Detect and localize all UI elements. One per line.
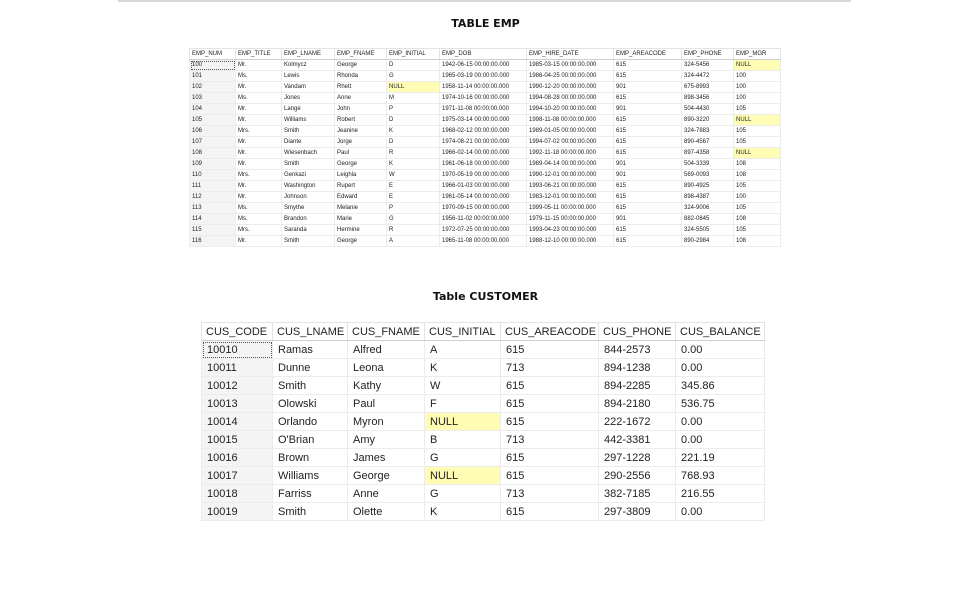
emp-cell-emp-mgr[interactable]: 100 (734, 192, 781, 203)
customer-cell-cus-balance[interactable]: 221.19 (676, 449, 765, 467)
emp-cell-emp-hire-date[interactable]: 1993-06-21 00:00:00.000 (527, 181, 614, 192)
emp-cell-emp-initial[interactable]: E (387, 192, 440, 203)
emp-table-row[interactable] (190, 71, 781, 82)
emp-cell-emp-lname[interactable]: Vandam (282, 82, 335, 93)
emp-cell-emp-phone[interactable]: 324-4472 (682, 71, 734, 82)
customer-cell-cus-areacode[interactable]: 713 (501, 431, 599, 449)
customer-column-header-cus-lname[interactable]: CUS_LNAME (273, 323, 348, 341)
emp-cell-emp-dob[interactable]: 1974-10-16 00:00:00.000 (440, 93, 527, 104)
emp-cell-emp-hire-date[interactable]: 1994-08-28 00:00:00.000 (527, 93, 614, 104)
emp-cell-emp-fname[interactable]: John (335, 104, 387, 115)
customer-cell-cus-balance[interactable]: 0.00 (676, 359, 765, 377)
emp-cell-emp-phone[interactable]: 890-2984 (682, 236, 734, 247)
emp-column-header-emp-num[interactable]: EMP_NUM (190, 49, 236, 60)
emp-cell-emp-hire-date[interactable]: 1979-11-15 00:00:00.000 (527, 214, 614, 225)
customer-cell-cus-lname[interactable]: O'Brian (273, 431, 348, 449)
emp-table-row[interactable] (190, 115, 781, 126)
emp-column-header-emp-title[interactable]: EMP_TITLE (236, 49, 282, 60)
emp-cell-emp-title[interactable]: Ms. (236, 214, 282, 225)
emp-cell-emp-dob[interactable]: 1961-05-14 00:00:00.000 (440, 192, 527, 203)
emp-cell-emp-num[interactable]: 106 (190, 126, 236, 137)
emp-cell-emp-phone[interactable]: 882-0845 (682, 214, 734, 225)
emp-cell-emp-initial[interactable]: D (387, 60, 440, 71)
customer-cell-cus-fname[interactable]: Myron (348, 413, 425, 431)
customer-column-header-cus-code[interactable]: CUS_CODE (202, 323, 273, 341)
emp-table-row[interactable] (190, 181, 781, 192)
emp-table-row[interactable] (190, 93, 781, 104)
customer-cell-cus-code[interactable]: 10016 (202, 449, 273, 467)
emp-cell-emp-lname[interactable]: Smith (282, 236, 335, 247)
emp-cell-emp-dob[interactable]: 1942-06-15 00:00:00.000 (440, 60, 527, 71)
emp-cell-emp-areacode[interactable]: 615 (614, 148, 682, 159)
emp-cell-emp-dob[interactable]: 1961-06-18 00:00:00.000 (440, 159, 527, 170)
emp-cell-emp-fname[interactable]: Marie (335, 214, 387, 225)
emp-table-row[interactable] (190, 170, 781, 181)
emp-cell-emp-initial[interactable]: P (387, 203, 440, 214)
emp-cell-emp-title[interactable]: Mrs. (236, 126, 282, 137)
emp-cell-emp-fname[interactable]: Hermine (335, 225, 387, 236)
customer-cell-cus-phone[interactable]: 297-1228 (599, 449, 676, 467)
emp-cell-emp-title[interactable]: Ms. (236, 71, 282, 82)
emp-cell-emp-initial[interactable]: D (387, 115, 440, 126)
customer-cell-cus-code[interactable]: 10010 (202, 341, 273, 359)
emp-cell-emp-hire-date[interactable]: 1992-11-18 00:00:00.000 (527, 148, 614, 159)
customer-cell-cus-initial[interactable]: W (425, 377, 501, 395)
customer-column-header-cus-initial[interactable]: CUS_INITIAL (425, 323, 501, 341)
customer-table-row[interactable] (202, 467, 765, 485)
customer-cell-cus-balance[interactable]: 536.75 (676, 395, 765, 413)
customer-cell-cus-areacode[interactable]: 615 (501, 413, 599, 431)
customer-cell-cus-fname[interactable]: Paul (348, 395, 425, 413)
emp-cell-emp-lname[interactable]: Smith (282, 126, 335, 137)
emp-cell-emp-num[interactable]: 105 (190, 115, 236, 126)
emp-cell-emp-initial[interactable]: G (387, 71, 440, 82)
emp-cell-emp-areacode[interactable]: 615 (614, 203, 682, 214)
emp-cell-emp-num[interactable]: 102 (190, 82, 236, 93)
emp-cell-emp-dob[interactable]: 1975-03-14 00:00:00.000 (440, 115, 527, 126)
emp-cell-emp-title[interactable]: Mr. (236, 60, 282, 71)
emp-cell-emp-phone[interactable]: 897-4358 (682, 148, 734, 159)
customer-cell-cus-phone[interactable]: 894-1238 (599, 359, 676, 377)
emp-cell-emp-title[interactable]: Mr. (236, 115, 282, 126)
emp-cell-emp-dob[interactable]: 1970-09-15 00:00:00.000 (440, 203, 527, 214)
customer-cell-cus-phone[interactable]: 297-3809 (599, 503, 676, 521)
emp-cell-emp-fname[interactable]: Paul (335, 148, 387, 159)
emp-cell-emp-num[interactable]: 103 (190, 93, 236, 104)
emp-cell-emp-title[interactable]: Mr. (236, 159, 282, 170)
emp-cell-emp-fname[interactable]: George (335, 236, 387, 247)
emp-cell-emp-areacode[interactable]: 615 (614, 93, 682, 104)
emp-cell-emp-fname[interactable]: Rhett (335, 82, 387, 93)
customer-cell-cus-code[interactable]: 10015 (202, 431, 273, 449)
customer-table-row[interactable] (202, 395, 765, 413)
customer-table-row[interactable] (202, 449, 765, 467)
customer-cell-cus-areacode[interactable]: 615 (501, 503, 599, 521)
emp-cell-emp-hire-date[interactable]: 1990-12-01 00:00:00.000 (527, 170, 614, 181)
emp-cell-emp-title[interactable]: Mr. (236, 104, 282, 115)
customer-table-row[interactable] (202, 413, 765, 431)
customer-cell-cus-balance[interactable]: 0.00 (676, 413, 765, 431)
customer-column-header-cus-areacode[interactable]: CUS_AREACODE (501, 323, 599, 341)
emp-cell-emp-title[interactable]: Mr. (236, 236, 282, 247)
emp-cell-emp-mgr[interactable]: 105 (734, 225, 781, 236)
top-divider (118, 0, 851, 2)
emp-cell-emp-title[interactable]: Mr. (236, 82, 282, 93)
emp-cell-emp-mgr[interactable]: NULL (734, 115, 781, 126)
emp-cell-emp-fname[interactable]: Rhonda (335, 71, 387, 82)
emp-cell-emp-initial[interactable]: G (387, 214, 440, 225)
emp-cell-emp-fname[interactable]: Edward (335, 192, 387, 203)
emp-cell-emp-mgr[interactable]: 108 (734, 170, 781, 181)
customer-cell-cus-code[interactable]: 10018 (202, 485, 273, 503)
emp-cell-emp-lname[interactable]: Williams (282, 115, 335, 126)
emp-cell-emp-initial[interactable]: K (387, 159, 440, 170)
emp-cell-emp-hire-date[interactable]: 1990-12-20 00:00:00.000 (527, 82, 614, 93)
emp-cell-emp-lname[interactable]: Lange (282, 104, 335, 115)
customer-header-row (202, 323, 765, 341)
emp-cell-emp-initial[interactable]: M (387, 93, 440, 104)
emp-column-header-emp-areacode[interactable]: EMP_AREACODE (614, 49, 682, 60)
customer-cell-cus-phone[interactable]: 894-2180 (599, 395, 676, 413)
emp-cell-emp-dob[interactable]: 1958-11-14 00:00:00.000 (440, 82, 527, 93)
emp-cell-emp-phone[interactable]: 898-3456 (682, 93, 734, 104)
emp-cell-emp-hire-date[interactable]: 1993-04-23 00:00:00.000 (527, 225, 614, 236)
emp-cell-emp-hire-date[interactable]: 1998-11-08 00:00:00.000 (527, 115, 614, 126)
customer-cell-cus-lname[interactable]: Olowski (273, 395, 348, 413)
emp-cell-emp-initial[interactable]: K (387, 126, 440, 137)
emp-cell-emp-fname[interactable]: Robert (335, 115, 387, 126)
emp-cell-emp-mgr[interactable]: 100 (734, 82, 781, 93)
customer-cell-cus-lname[interactable]: Smith (273, 377, 348, 395)
emp-table-row[interactable] (190, 236, 781, 247)
emp-table-row[interactable] (190, 192, 781, 203)
emp-cell-emp-lname[interactable]: Washington (282, 181, 335, 192)
customer-cell-cus-initial[interactable]: B (425, 431, 501, 449)
emp-cell-emp-mgr[interactable]: 108 (734, 236, 781, 247)
emp-cell-emp-hire-date[interactable]: 1989-01-05 00:00:00.000 (527, 126, 614, 137)
customer-cell-cus-code[interactable]: 10014 (202, 413, 273, 431)
emp-table-row[interactable] (190, 82, 781, 93)
customer-cell-cus-code[interactable]: 10013 (202, 395, 273, 413)
emp-cell-emp-title[interactable]: Mr. (236, 137, 282, 148)
customer-cell-cus-fname[interactable]: Leona (348, 359, 425, 377)
customer-cell-cus-lname[interactable]: Farriss (273, 485, 348, 503)
emp-cell-emp-areacode[interactable]: 901 (614, 159, 682, 170)
customer-cell-cus-lname[interactable]: Dunne (273, 359, 348, 377)
emp-cell-emp-areacode[interactable]: 615 (614, 181, 682, 192)
customer-cell-cus-areacode[interactable]: 713 (501, 485, 599, 503)
customer-cell-cus-lname[interactable]: Ramas (273, 341, 348, 359)
emp-cell-emp-phone[interactable]: 504-4430 (682, 104, 734, 115)
emp-table-row[interactable] (190, 148, 781, 159)
emp-cell-emp-areacode[interactable]: 615 (614, 225, 682, 236)
emp-cell-emp-num[interactable]: 112 (190, 192, 236, 203)
emp-cell-emp-areacode[interactable]: 901 (614, 104, 682, 115)
emp-cell-emp-dob[interactable]: 1971-11-08 00:00:00.000 (440, 104, 527, 115)
emp-cell-emp-areacode[interactable]: 615 (614, 60, 682, 71)
emp-cell-emp-dob[interactable]: 1965-11-08 00:00:00.000 (440, 236, 527, 247)
emp-column-header-emp-fname[interactable]: EMP_FNAME (335, 49, 387, 60)
emp-cell-emp-dob[interactable]: 1968-02-12 00:00:00.000 (440, 126, 527, 137)
emp-cell-emp-num[interactable]: 101 (190, 71, 236, 82)
emp-cell-emp-fname[interactable]: Jorge (335, 137, 387, 148)
emp-cell-emp-lname[interactable]: Smith (282, 159, 335, 170)
customer-cell-cus-initial[interactable]: K (425, 503, 501, 521)
emp-cell-emp-dob[interactable]: 1972-07-25 00:00:00.000 (440, 225, 527, 236)
customer-column-header-cus-fname[interactable]: CUS_FNAME (348, 323, 425, 341)
customer-cell-cus-phone[interactable]: 844-2573 (599, 341, 676, 359)
emp-column-header-emp-hire-date[interactable]: EMP_HIRE_DATE (527, 49, 614, 60)
emp-cell-emp-fname[interactable]: Rupert (335, 181, 387, 192)
emp-column-header-emp-lname[interactable]: EMP_LNAME (282, 49, 335, 60)
customer-cell-cus-lname[interactable]: Williams (273, 467, 348, 485)
emp-cell-emp-num[interactable]: 109 (190, 159, 236, 170)
emp-cell-emp-dob[interactable]: 1966-01-03 00:00:00.000 (440, 181, 527, 192)
customer-cell-cus-phone[interactable]: 222-1672 (599, 413, 676, 431)
emp-cell-emp-dob[interactable]: 1966-02-14 00:00:00.000 (440, 148, 527, 159)
emp-cell-emp-hire-date[interactable]: 1986-04-25 00:00:00.000 (527, 71, 614, 82)
emp-cell-emp-fname[interactable]: Leighla (335, 170, 387, 181)
emp-cell-emp-phone[interactable]: 504-3339 (682, 159, 734, 170)
customer-cell-cus-phone[interactable]: 894-2285 (599, 377, 676, 395)
customer-cell-cus-fname[interactable]: Alfred (348, 341, 425, 359)
emp-cell-emp-phone[interactable]: 890-4925 (682, 181, 734, 192)
customer-cell-cus-balance[interactable]: 0.00 (676, 503, 765, 521)
emp-cell-emp-phone[interactable]: 890-3220 (682, 115, 734, 126)
emp-cell-emp-dob[interactable]: 1965-03-19 00:00:00.000 (440, 71, 527, 82)
emp-cell-emp-lname[interactable]: Genkazi (282, 170, 335, 181)
emp-cell-emp-phone[interactable]: 324-5456 (682, 60, 734, 71)
customer-cell-cus-fname[interactable]: Anne (348, 485, 425, 503)
emp-column-header-emp-dob[interactable]: EMP_DOB (440, 49, 527, 60)
customer-table-row[interactable] (202, 503, 765, 521)
emp-table-row[interactable] (190, 159, 781, 170)
customer-cell-cus-balance[interactable]: 216.55 (676, 485, 765, 503)
emp-cell-emp-fname[interactable]: Anne (335, 93, 387, 104)
customer-results-grid (201, 322, 765, 521)
emp-cell-emp-initial[interactable]: E (387, 181, 440, 192)
customer-cell-cus-fname[interactable]: Kathy (348, 377, 425, 395)
emp-table-title: TABLE EMP (451, 17, 520, 30)
emp-cell-emp-lname[interactable]: Johnson (282, 192, 335, 203)
emp-cell-emp-num[interactable]: 114 (190, 214, 236, 225)
emp-cell-emp-hire-date[interactable]: 1983-12-01 00:00:00.000 (527, 192, 614, 203)
emp-cell-emp-areacode[interactable]: 615 (614, 71, 682, 82)
customer-table-row[interactable] (202, 485, 765, 503)
emp-cell-emp-areacode[interactable]: 901 (614, 82, 682, 93)
customer-cell-cus-balance[interactable]: 345.86 (676, 377, 765, 395)
emp-table-row[interactable] (190, 137, 781, 148)
emp-cell-emp-areacode[interactable]: 615 (614, 115, 682, 126)
emp-table-row[interactable] (190, 104, 781, 115)
emp-cell-emp-title[interactable]: Mrs. (236, 170, 282, 181)
emp-cell-emp-hire-date[interactable]: 1989-04-14 00:00:00.000 (527, 159, 614, 170)
emp-cell-emp-hire-date[interactable]: 1985-03-15 00:00:00.000 (527, 60, 614, 71)
emp-cell-emp-initial[interactable]: R (387, 148, 440, 159)
emp-column-header-emp-mgr[interactable]: EMP_MGR (734, 49, 781, 60)
customer-cell-cus-initial[interactable]: F (425, 395, 501, 413)
customer-cell-cus-fname[interactable]: James (348, 449, 425, 467)
emp-cell-emp-fname[interactable]: Melanie (335, 203, 387, 214)
emp-cell-emp-mgr[interactable]: 105 (734, 181, 781, 192)
customer-cell-cus-initial[interactable]: K (425, 359, 501, 377)
customer-cell-cus-balance[interactable]: 0.00 (676, 341, 765, 359)
customer-cell-cus-initial[interactable]: NULL (425, 413, 501, 431)
emp-cell-emp-num[interactable]: 107 (190, 137, 236, 148)
customer-cell-cus-initial[interactable]: A (425, 341, 501, 359)
emp-cell-emp-num[interactable]: 110 (190, 170, 236, 181)
customer-cell-cus-initial[interactable]: G (425, 449, 501, 467)
emp-cell-emp-num[interactable]: 115 (190, 225, 236, 236)
emp-cell-emp-phone[interactable]: 324-9006 (682, 203, 734, 214)
customer-cell-cus-lname[interactable]: Brown (273, 449, 348, 467)
emp-cell-emp-mgr[interactable]: 105 (734, 137, 781, 148)
emp-cell-emp-title[interactable]: Mrs. (236, 225, 282, 236)
customer-cell-cus-balance[interactable]: 0.00 (676, 431, 765, 449)
emp-cell-emp-phone[interactable]: 890-4567 (682, 137, 734, 148)
emp-cell-emp-phone[interactable]: 324-5505 (682, 225, 734, 236)
customer-cell-cus-code[interactable]: 10012 (202, 377, 273, 395)
customer-table-row[interactable] (202, 377, 765, 395)
customer-column-header-cus-phone[interactable]: CUS_PHONE (599, 323, 676, 341)
customer-cell-cus-phone[interactable]: 442-3381 (599, 431, 676, 449)
emp-cell-emp-title[interactable]: Ms. (236, 203, 282, 214)
emp-cell-emp-title[interactable]: Mr. (236, 192, 282, 203)
emp-cell-emp-areacode[interactable]: 615 (614, 126, 682, 137)
emp-cell-emp-fname[interactable]: George (335, 60, 387, 71)
customer-cell-cus-areacode[interactable]: 615 (501, 341, 599, 359)
emp-cell-emp-areacode[interactable]: 901 (614, 214, 682, 225)
customer-cell-cus-balance[interactable]: 768.93 (676, 467, 765, 485)
customer-cell-cus-areacode[interactable]: 713 (501, 359, 599, 377)
emp-cell-emp-mgr[interactable]: 105 (734, 104, 781, 115)
emp-cell-emp-initial[interactable]: W (387, 170, 440, 181)
emp-cell-emp-dob[interactable]: 1956-11-02 00:00:00.000 (440, 214, 527, 225)
customer-cell-cus-code[interactable]: 10011 (202, 359, 273, 377)
customer-cell-cus-phone[interactable]: 382-7185 (599, 485, 676, 503)
emp-cell-emp-title[interactable]: Ms. (236, 93, 282, 104)
emp-cell-emp-phone[interactable]: 898-4387 (682, 192, 734, 203)
emp-cell-emp-num[interactable]: 104 (190, 104, 236, 115)
customer-cell-cus-phone[interactable]: 290-2556 (599, 467, 676, 485)
emp-cell-emp-phone[interactable]: 675-8993 (682, 82, 734, 93)
customer-table-row[interactable] (202, 341, 765, 359)
emp-cell-emp-num[interactable]: 108 (190, 148, 236, 159)
emp-cell-emp-areacode[interactable]: 615 (614, 236, 682, 247)
emp-cell-emp-mgr[interactable]: 108 (734, 159, 781, 170)
emp-cell-emp-phone[interactable]: 569-0093 (682, 170, 734, 181)
emp-cell-emp-areacode[interactable]: 901 (614, 170, 682, 181)
emp-cell-emp-mgr[interactable]: 108 (734, 214, 781, 225)
customer-table-row[interactable] (202, 431, 765, 449)
customer-cell-cus-fname[interactable]: Olette (348, 503, 425, 521)
customer-cell-cus-fname[interactable]: George (348, 467, 425, 485)
emp-cell-emp-lname[interactable]: Diante (282, 137, 335, 148)
emp-cell-emp-hire-date[interactable]: 1994-10-20 00:00:00.000 (527, 104, 614, 115)
emp-cell-emp-num[interactable]: 113 (190, 203, 236, 214)
emp-cell-emp-initial[interactable]: D (387, 137, 440, 148)
emp-cell-emp-areacode[interactable]: 615 (614, 137, 682, 148)
customer-cell-cus-code[interactable]: 10019 (202, 503, 273, 521)
emp-cell-emp-lname[interactable]: Lewis (282, 71, 335, 82)
customer-cell-cus-areacode[interactable]: 615 (501, 395, 599, 413)
emp-cell-emp-lname[interactable]: Kolmycz (282, 60, 335, 71)
emp-cell-emp-dob[interactable]: 1974-08-21 00:00:00.000 (440, 137, 527, 148)
customer-cell-cus-areacode[interactable]: 615 (501, 377, 599, 395)
emp-cell-emp-initial[interactable]: NULL (387, 82, 440, 93)
customer-cell-cus-fname[interactable]: Amy (348, 431, 425, 449)
emp-column-header-emp-initial[interactable]: EMP_INITIAL (387, 49, 440, 60)
emp-table-row[interactable] (190, 225, 781, 236)
emp-column-header-emp-phone[interactable]: EMP_PHONE (682, 49, 734, 60)
emp-cell-emp-fname[interactable]: Jeanine (335, 126, 387, 137)
emp-cell-emp-mgr[interactable]: 100 (734, 71, 781, 82)
emp-cell-emp-fname[interactable]: George (335, 159, 387, 170)
customer-table-title: Table CUSTOMER (432, 290, 539, 303)
emp-cell-emp-title[interactable]: Mr. (236, 148, 282, 159)
emp-cell-emp-phone[interactable]: 324-7883 (682, 126, 734, 137)
emp-cell-emp-initial[interactable]: R (387, 225, 440, 236)
emp-cell-emp-lname[interactable]: Jones (282, 93, 335, 104)
customer-cell-cus-areacode[interactable]: 615 (501, 467, 599, 485)
emp-cell-emp-mgr[interactable]: 100 (734, 93, 781, 104)
emp-cell-emp-lname[interactable]: Wiesenbach (282, 148, 335, 159)
emp-cell-emp-mgr[interactable]: 105 (734, 203, 781, 214)
emp-table-row[interactable] (190, 203, 781, 214)
emp-cell-emp-hire-date[interactable]: 1999-05-11 00:00:00.000 (527, 203, 614, 214)
emp-cell-emp-dob[interactable]: 1970-05-19 00:00:00.000 (440, 170, 527, 181)
emp-table-row[interactable] (190, 214, 781, 225)
emp-cell-emp-mgr[interactable]: 105 (734, 126, 781, 137)
customer-cell-cus-lname[interactable]: Smith (273, 503, 348, 521)
emp-cell-emp-mgr[interactable]: NULL (734, 148, 781, 159)
emp-cell-emp-num[interactable]: 100 (190, 60, 236, 71)
customer-column-header-cus-balance[interactable]: CUS_BALANCE (676, 323, 765, 341)
emp-header-row (190, 49, 781, 60)
emp-cell-emp-lname[interactable]: Saranda (282, 225, 335, 236)
emp-cell-emp-areacode[interactable]: 615 (614, 192, 682, 203)
customer-cell-cus-initial[interactable]: G (425, 485, 501, 503)
emp-cell-emp-lname[interactable]: Brandon (282, 214, 335, 225)
emp-cell-emp-hire-date[interactable]: 1988-12-10 00:00:00.000 (527, 236, 614, 247)
emp-table-row[interactable] (190, 60, 781, 71)
emp-results-grid (189, 48, 781, 247)
customer-cell-cus-lname[interactable]: Orlando (273, 413, 348, 431)
emp-cell-emp-mgr[interactable]: NULL (734, 60, 781, 71)
emp-cell-emp-lname[interactable]: Smythe (282, 203, 335, 214)
emp-cell-emp-num[interactable]: 116 (190, 236, 236, 247)
customer-cell-cus-initial[interactable]: NULL (425, 467, 501, 485)
emp-table-row[interactable] (190, 126, 781, 137)
customer-cell-cus-code[interactable]: 10017 (202, 467, 273, 485)
emp-cell-emp-initial[interactable]: P (387, 104, 440, 115)
emp-cell-emp-initial[interactable]: A (387, 236, 440, 247)
emp-cell-emp-num[interactable]: 111 (190, 181, 236, 192)
emp-cell-emp-hire-date[interactable]: 1994-07-02 00:00:00.000 (527, 137, 614, 148)
customer-table-row[interactable] (202, 359, 765, 377)
customer-cell-cus-areacode[interactable]: 615 (501, 449, 599, 467)
emp-cell-emp-title[interactable]: Mr. (236, 181, 282, 192)
